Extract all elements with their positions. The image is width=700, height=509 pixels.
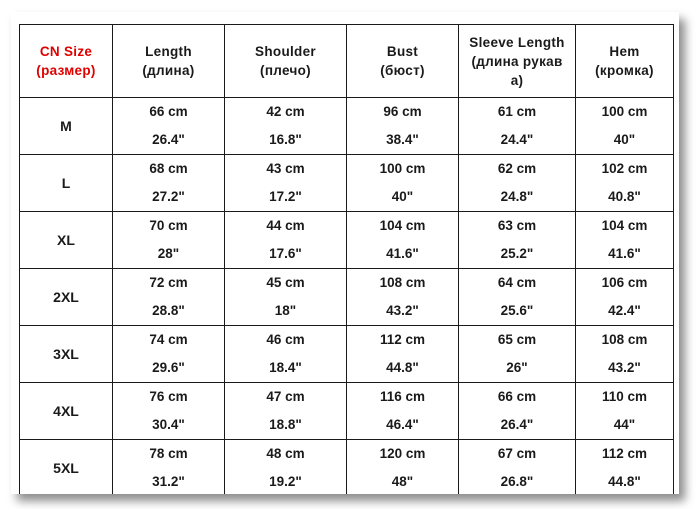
hem-cm-value: 108 cm [601,332,648,347]
sleeve-length-cm-value: 64 cm [497,275,537,290]
length-inch-value: 31.2" [152,474,185,489]
hem-inch-value: 44" [613,417,636,432]
sleeve-length-cell [459,269,576,326]
hem-cm-value: 102 cm [601,161,648,176]
header-bust-label-ru: (бюст) [380,63,425,78]
size-label: 3XL [53,346,79,362]
bust-cell [347,212,459,269]
sleeve-length-inch-value: 26.8" [500,474,534,489]
bust-cm-value: 96 cm [383,104,422,119]
sleeve-length-cell [459,212,576,269]
header-shoulder-label-ru: (плечо) [260,63,311,78]
size-cell [20,155,113,212]
size-chart-table [19,24,674,494]
bust-inch-value: 48" [391,474,414,489]
shoulder-inch-value: 17.6" [269,246,302,261]
sleeve-length-inch-value: 26.4" [500,417,534,432]
length-cell [113,440,225,495]
size-label: XL [57,232,75,248]
sleeve-length-inch-value: 24.8" [500,189,534,204]
hem-cm-value: 110 cm [601,389,648,404]
shoulder-inch-value: 16.8" [269,132,302,147]
hem-inch-value: 44.8" [608,474,641,489]
sleeve-length-cm-value: 67 cm [497,446,537,461]
length-inch-value: 26.4" [152,132,185,147]
shoulder-cell [225,269,347,326]
header-hem-label-ru: (кромка) [595,63,654,78]
header-cn-size [20,25,113,98]
sleeve-length-inch-value: 25.2" [500,246,534,261]
bust-cm-value: 120 cm [379,446,426,461]
sleeve-length-cm-value: 66 cm [497,389,537,404]
hem-inch-value: 42.4" [608,303,641,318]
sleeve-length-cm-value: 65 cm [497,332,537,347]
sleeve-length-inch-value: 26" [506,360,528,375]
header-shoulder-label: Shoulder [255,44,316,59]
shoulder-inch-value: 19.2" [269,474,302,489]
sleeve-length-inch-value: 25.6" [500,303,534,318]
hem-cm-value: 106 cm [601,275,648,290]
sleeve-length-cell [459,383,576,440]
size-label: L [61,175,71,191]
length-cm-value: 76 cm [149,389,188,404]
length-inch-value: 28.8" [152,303,185,318]
hem-inch-value: 40" [613,132,636,147]
length-cm-value: 74 cm [149,332,188,347]
hem-cell [576,212,674,269]
size-cell [20,98,113,155]
header-row [20,25,674,98]
shoulder-inch-value: 18" [274,303,297,318]
length-cell [113,269,225,326]
hem-cm-value: 104 cm [601,218,648,233]
bust-cell [347,155,459,212]
hem-inch-value: 41.6" [608,246,641,261]
header-length [113,25,225,98]
shoulder-cm-value: 48 cm [266,446,305,461]
header-length-label: Length [145,44,192,59]
sleeve-length-inch-value: 24.4" [500,132,534,147]
size-chart-card [11,12,679,494]
header-shoulder [225,25,347,98]
hem-cm-value: 100 cm [601,104,648,119]
shoulder-cell [225,440,347,495]
length-cm-value: 66 cm [149,104,188,119]
hem-inch-value: 40.8" [608,189,641,204]
shoulder-cell [225,212,347,269]
hem-cm-value: 112 cm [601,446,648,461]
length-cm-value: 68 cm [149,161,188,176]
size-cell [20,440,113,495]
size-cell [20,383,113,440]
bust-cell [347,326,459,383]
bust-cm-value: 100 cm [379,161,426,176]
length-cell [113,326,225,383]
sleeve-length-cm-value: 61 cm [497,104,537,119]
hem-cell [576,326,674,383]
length-inch-value: 27.2" [152,189,185,204]
bust-cm-value: 104 cm [379,218,426,233]
table-row [20,440,674,495]
sleeve-length-cell [459,98,576,155]
shoulder-cm-value: 43 cm [266,161,305,176]
length-cm-value: 70 cm [149,218,188,233]
bust-cm-value: 112 cm [379,332,426,347]
size-cell [20,212,113,269]
length-inch-value: 30.4" [152,417,185,432]
sleeve-length-cell [459,155,576,212]
length-cell [113,155,225,212]
shoulder-cell [225,383,347,440]
bust-inch-value: 44.8" [386,360,419,375]
table-row [20,212,674,269]
header-hem-label: Hem [609,44,640,59]
length-inch-value: 28" [157,246,180,261]
sleeve-length-cm-value: 62 cm [497,161,537,176]
header-sleeve-label: Sleeve Length [469,34,565,50]
header-sleeve-label-ru: (длина рукав [471,53,563,69]
table-row [20,155,674,212]
shoulder-cm-value: 46 cm [266,332,305,347]
shoulder-cm-value: 47 cm [266,389,305,404]
bust-inch-value: 46.4" [386,417,419,432]
hem-cell [576,383,674,440]
length-cm-value: 72 cm [149,275,188,290]
bust-cell [347,98,459,155]
shoulder-cell [225,155,347,212]
size-cell [20,269,113,326]
shoulder-cm-value: 44 cm [266,218,305,233]
bust-cell [347,269,459,326]
bust-cell [347,440,459,495]
table-row [20,383,674,440]
bust-inch-value: 41.6" [386,246,419,261]
bust-inch-value: 38.4" [386,132,419,147]
size-label: 2XL [53,289,79,305]
bust-cm-value: 116 cm [379,389,426,404]
header-cn-size-label: CN Size [39,44,93,59]
size-label: 4XL [53,403,79,419]
table-row [20,326,674,383]
length-inch-value: 29.6" [152,360,185,375]
sleeve-length-cm-value: 63 cm [497,218,537,233]
shoulder-inch-value: 18.8" [269,417,302,432]
sleeve-length-cell [459,326,576,383]
shoulder-cm-value: 42 cm [266,104,305,119]
hem-cell [576,440,674,495]
table-row [20,269,674,326]
hem-inch-value: 43.2" [608,360,641,375]
length-cell [113,383,225,440]
header-cn-size-label-ru: (размер) [36,63,96,78]
size-label: 5XL [53,460,79,476]
shoulder-inch-value: 18.4" [269,360,302,375]
shoulder-cell [225,326,347,383]
sleeve-length-cell [459,440,576,495]
size-label: M [60,118,72,134]
header-length-label-ru: (длина) [142,63,195,78]
header-sleeve-length [459,25,576,98]
length-cell [113,212,225,269]
shoulder-cell [225,98,347,155]
hem-cell [576,269,674,326]
table-row [20,98,674,155]
bust-inch-value: 43.2" [386,303,419,318]
size-cell [20,326,113,383]
bust-cm-value: 108 cm [379,275,426,290]
header-bust [347,25,459,98]
length-cell [113,98,225,155]
length-cm-value: 78 cm [149,446,188,461]
bust-cell [347,383,459,440]
hem-cell [576,155,674,212]
shoulder-inch-value: 17.2" [269,189,302,204]
header-hem [576,25,674,98]
shoulder-cm-value: 45 cm [266,275,305,290]
header-sleeve-label-ru-wrap: а) [510,72,524,88]
hem-cell [576,98,674,155]
header-bust-label: Bust [386,44,419,59]
bust-inch-value: 40" [391,189,414,204]
